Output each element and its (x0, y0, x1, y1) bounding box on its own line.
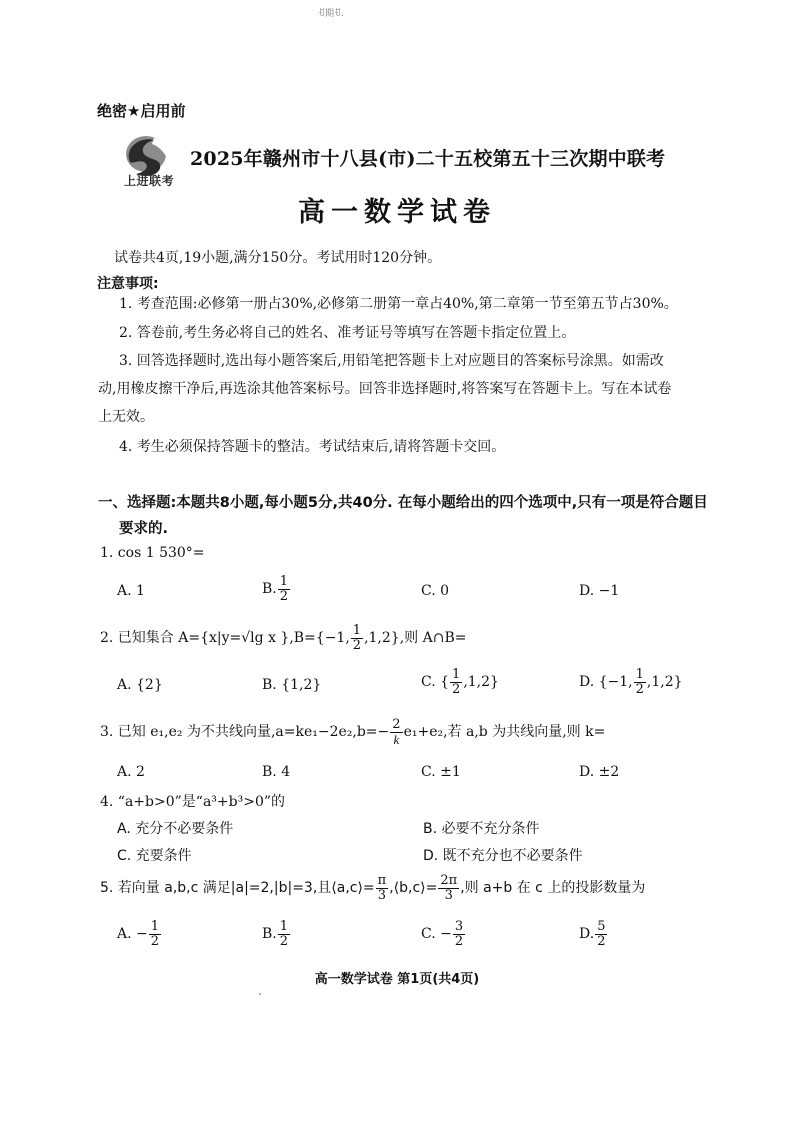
denominator: k (393, 731, 400, 747)
numerator: 1 (279, 919, 289, 934)
numerator: 3 (454, 919, 464, 934)
option-prefix: A. − (117, 926, 148, 943)
q5-stem-part: ,则 a+b 在 c 上的投影数量为 (460, 880, 646, 897)
numerator: π (377, 873, 387, 888)
q5-option-c (421, 920, 466, 948)
note-item: 上无效。 (98, 409, 154, 425)
numerator: 1 (279, 574, 289, 589)
numerator: 1 (452, 667, 461, 682)
fraction (634, 668, 646, 696)
section-heading: 一、选择题:本题共8小题,每小题5分,共40分. 在每小题给出的四个选项中,只有一项是符合题目 (98, 495, 708, 511)
denominator: 2 (279, 933, 289, 949)
section-heading-continued: 要求的. (119, 521, 169, 537)
notes-heading: 注意事项: (97, 276, 159, 292)
denominator: 2 (454, 933, 464, 949)
fraction (278, 920, 290, 948)
logo-text: 上进联考 (123, 174, 174, 188)
q2-option-b: B. {1,2} (262, 677, 322, 693)
q5-stem-part: 5. 若向量 a,b,c 满足|a|=2,|b|=3,且⟨a,c⟩= (100, 880, 375, 897)
numerator: 5 (597, 919, 606, 934)
q3-option-a: A. 2 (117, 764, 145, 780)
subject-title: 高一数学试卷 (298, 197, 496, 228)
q2-option-c (421, 668, 499, 696)
confidential-label: 绝密★启用前 (97, 102, 186, 120)
option-prefix: D. {−1, (579, 674, 633, 691)
exam-intro: 试卷共4页,19小题,满分150分。考试用时120分钟。 (114, 250, 442, 266)
fraction (438, 874, 459, 902)
q2-option-a: A. {2} (117, 677, 163, 693)
numerator: 2π (440, 873, 458, 888)
option-suffix: ,1,2} (463, 674, 499, 691)
question-3-stem (100, 718, 605, 746)
denominator: 2 (597, 933, 606, 949)
option-suffix: ,1,2} (646, 674, 683, 691)
q2-stem-part: ,1,2},则 A∩B= (364, 630, 467, 647)
denominator: 2 (279, 588, 289, 604)
denominator: 2 (150, 933, 160, 949)
q5-option-a (117, 920, 162, 948)
fraction (595, 920, 607, 948)
q2-option-d (579, 668, 683, 696)
fraction (376, 874, 389, 902)
fraction (351, 624, 363, 652)
question-5-stem (100, 874, 645, 902)
note-item: 4. 考生必须保持答题卡的整洁。考试结束后,请将答题卡交回。 (119, 439, 506, 455)
q1-option-c: C. 0 (421, 583, 450, 599)
denominator: 3 (444, 887, 453, 903)
q2-stem-part: 2. 已知集合 A={x|y=√lg x },B={−1, (100, 630, 350, 647)
fraction (149, 920, 161, 948)
q4-option-d: D. 既不充分也不必要条件 (423, 848, 583, 864)
q1-option-d: D. −1 (579, 583, 620, 599)
denominator: 2 (352, 637, 362, 653)
denominator: 2 (635, 681, 644, 697)
q4-option-c: C. 充要条件 (117, 848, 192, 864)
page-top-mark: ꀀ期ꀀ. (318, 9, 344, 19)
note-item: 3. 回答选择题时,选出每小题答案后,用铅笔把答题卡上对应题目的答案标号涂黑。如需改 (119, 353, 664, 369)
q3-stem-part: 3. 已知 e₁,e₂ 为不共线向量,a=ke₁−2e₂,b=− (100, 724, 390, 741)
q4-option-b: B. 必要不充分条件 (423, 821, 540, 837)
scan-speck (259, 993, 261, 995)
q5-option-b (262, 920, 291, 948)
numerator: 2 (392, 717, 401, 732)
exam-logo (118, 132, 180, 192)
numerator: 1 (150, 919, 160, 934)
option-letter: B. (262, 581, 277, 598)
page-footer: 高一数学试卷 第1页(共4页) (314, 972, 480, 987)
q1-option-a: A. 1 (117, 583, 145, 599)
note-item: 1. 考查范围:必修第一册占30%,必修第二册第一章占40%,第二章第一节至第五节占30%。 (119, 296, 678, 312)
exam-title: 2025年赣州市十八县(市)二十五校第五十三次期中联考 (190, 148, 666, 170)
question-4-stem: 4. “a+b>0”是“a³+b³>0”的 (100, 794, 286, 810)
fraction (390, 718, 402, 746)
numerator: 1 (352, 623, 362, 638)
question-2-stem (100, 624, 466, 652)
fraction (453, 920, 465, 948)
q3-stem-part: e₁+e₂,若 a,b 为共线向量,则 k= (403, 724, 606, 741)
q3-option-b: B. 4 (262, 764, 291, 780)
option-prefix: C. − (421, 926, 452, 943)
denominator: 3 (377, 887, 387, 903)
note-item: 2. 答卷前,考生务必将自己的姓名、准考证号等填写在答题卡指定位置上。 (119, 325, 576, 341)
numerator: 1 (635, 667, 644, 682)
option-prefix: B. (262, 926, 277, 943)
q1-option-b (262, 575, 291, 603)
q3-option-c: C. ±1 (421, 764, 461, 780)
q4-option-a: A. 充分不必要条件 (117, 821, 234, 837)
fraction (450, 668, 462, 696)
q3-option-d: D. ±2 (579, 764, 620, 780)
question-1-stem: 1. cos 1 530°= (100, 545, 205, 561)
option-prefix: C. { (421, 674, 450, 691)
denominator: 2 (452, 681, 461, 697)
q5-option-d (579, 920, 608, 948)
fraction (278, 575, 290, 603)
option-prefix: D. (579, 926, 595, 943)
q5-stem-part: ,⟨b,c⟩= (389, 880, 438, 897)
note-item: 动,用橡皮擦干净后,再选涂其他答案标号。回答非选择题时,将答案写在答题卡上。写在本试卷 (98, 381, 672, 397)
